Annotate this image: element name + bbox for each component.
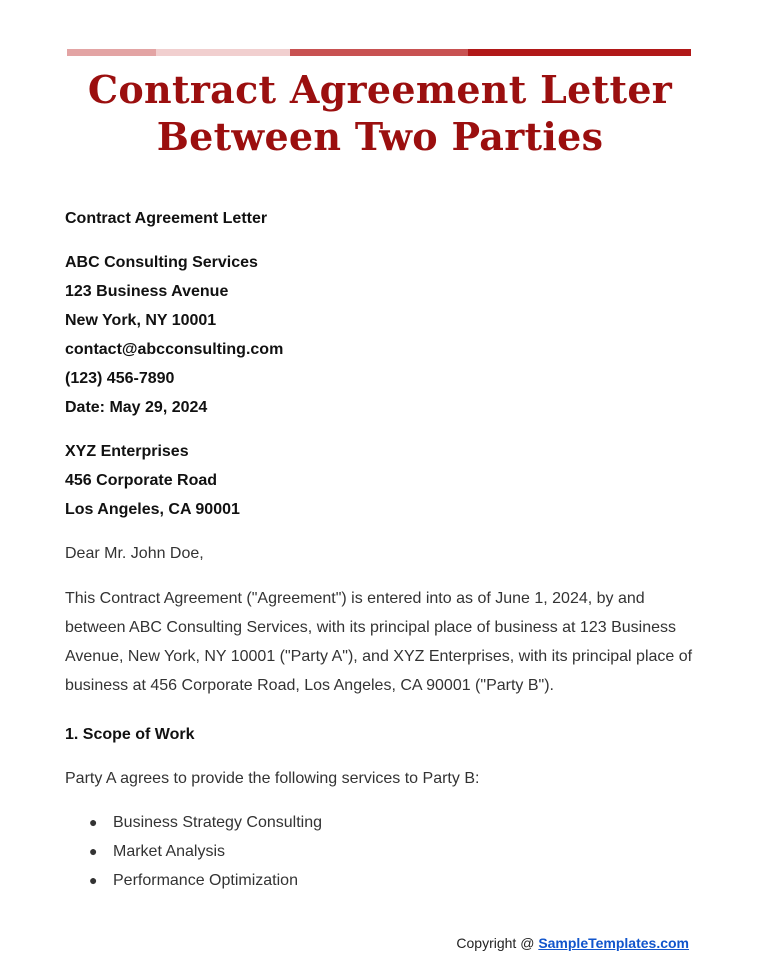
bar-segment-1 [67, 49, 156, 56]
service-label: Business Strategy Consulting [113, 814, 322, 831]
scope-lead: Party A agrees to provide the following services to Party B: [65, 770, 480, 787]
bullet-icon: ● [89, 843, 98, 859]
list-item [89, 837, 322, 866]
recipient-city: Los Angeles, CA 90001 [65, 501, 240, 518]
service-label: Market Analysis [113, 843, 226, 860]
service-label: Performance Optimization [113, 872, 298, 889]
bar-segment-3 [290, 49, 468, 56]
decorative-top-bar [67, 49, 691, 56]
bar-segment-2 [156, 49, 290, 56]
list-item [89, 808, 322, 837]
sender-city: New York, NY 10001 [65, 312, 217, 329]
services-list [89, 808, 322, 895]
bullet-icon: ● [89, 814, 98, 830]
copyright-text: Copyright @ [456, 935, 539, 951]
salutation: Dear Mr. John Doe, [65, 545, 204, 562]
sender-name: ABC Consulting Services [65, 254, 258, 271]
bar-segment-4 [468, 49, 691, 56]
letter-heading: Contract Agreement Letter [65, 210, 268, 227]
sender-email: contact@abcconsulting.com [65, 341, 284, 358]
sender-street: 123 Business Avenue [65, 283, 229, 300]
recipient-name: XYZ Enterprises [65, 443, 189, 460]
copyright-footer [456, 934, 689, 952]
recipient-street: 456 Corporate Road [65, 472, 218, 489]
sender-phone: (123) 456-7890 [65, 370, 175, 387]
page-title: Contract Agreement Letter Between Two Parties [87, 67, 673, 159]
letter-date: Date: May 29, 2024 [65, 399, 208, 416]
bullet-icon: ● [89, 872, 98, 888]
intro-paragraph: This Contract Agreement ("Agreement") is entered into as of June 1, 2024, by and between ABC Consulting Services, with its principal place of business at 123 Business Avenue, New York, NY 10001 ("Party A"), and XYZ Enterprises, with its principal place of business at 456 Corporate Road, Los Angeles, CA 90001 ("Party B"). [65, 590, 693, 694]
section-heading-scope: 1. Scope of Work [65, 726, 195, 743]
sampletemplates-link[interactable]: SampleTemplates.com [538, 935, 689, 951]
list-item [89, 866, 322, 895]
